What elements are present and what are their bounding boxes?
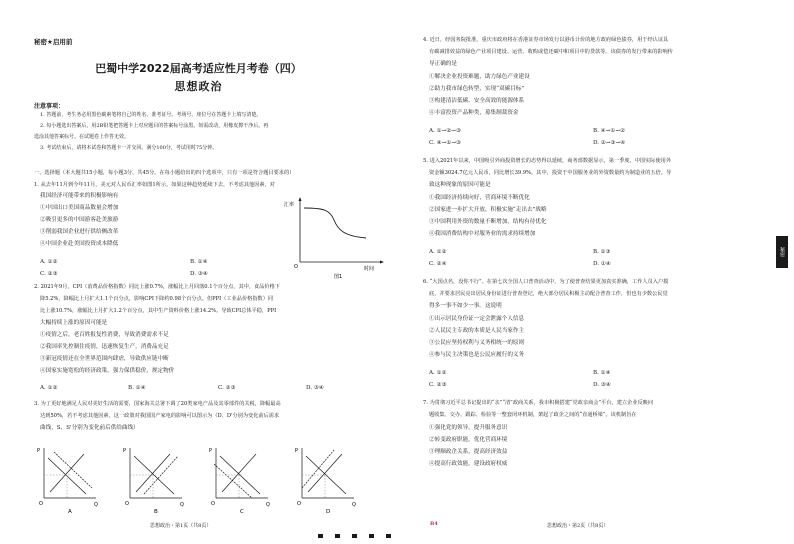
exam-subject: 思想政治 [174,80,223,93]
q5-line: 致这种现象的原因可能是 [429,182,491,188]
secret-label: 秘密★启用前 [34,38,73,46]
q6-line: 6. “大国点名，没你不行”。在第七次全国人口普查活动中，为了使普查结果更加真实准确，工作人员入户摸 [423,279,669,285]
q7-statement: ③理顺政企关系，提高经济效益 [429,449,508,455]
q4-statement: ②助力我市绿色转型，实现“双碳目标” [429,86,525,92]
q5-line: 资金额3024.7亿元人民币，同比增长39.9%。其中，投资于中国服务业的外资数量约为制造业的五倍。导 [429,170,672,176]
graph-axis-p: P [295,448,299,454]
section-heading: 一、选择题（本大题共15小题，每小题3分，共45分。在每小题给出的四个选项中，只有一项是符合题目要求的） [34,170,295,176]
q1-option-a[interactable]: A. ①② [40,259,58,265]
registration-marks [318,523,403,542]
graph-origin: O [39,501,43,507]
graph-axis-q: Q [352,502,356,508]
q2-option-d[interactable]: D. ③④ [306,385,324,391]
q2-line: 2. 2021年9月，CPI（消费品价格指数）同比上涨0.7%，涨幅比上月回落0.1个百分点，其中，食品价格下 [34,284,280,290]
figure1-origin: O [294,264,298,270]
notice-item: 3. 考试结束后，请将本试卷和答题卡一并交回。满分100分，考试用时75分钟。 [40,145,218,151]
q1-option-c[interactable]: C. ②③ [40,271,58,277]
graph-origin: O [125,501,129,507]
q6-option-b[interactable]: B. ①④ [593,370,611,376]
q3-line: 达到50%，若不考虑其他因素，这一政策对我国国产家电的影响可以图示为（D、D'分别为变化前后需求 [40,413,280,419]
figure1-exchange-rate-graph [282,196,386,282]
q3-graphs [34,444,374,514]
notice-item: 1. 答题前，考生务必用黑色碳素笔将自己的姓名、准考证号、考场号、座位号在答题卡上填写清楚。 [40,112,262,118]
q4-statement: ①解决企业投资难题，助力绿色产业建设 [429,74,530,80]
q6-option-a[interactable]: A. ①② [429,370,447,376]
q3-graph-d[interactable] [295,448,356,514]
q5-statement: ③中国利用外资的数量不断增加，结构有待优化 [429,219,547,225]
exam-title: 巴蜀中学2022届高考适应性月考卷（四） [95,62,302,75]
graph-axis-q: Q [266,502,270,508]
q2-line: 降5.2%，降幅比上月扩大1.1个百分点，影响CPI下降约0.98个百分点。但PPI（工业品价格指数）同 [40,296,274,302]
q3-graph-b[interactable] [123,448,184,514]
q3-graph-a[interactable] [37,448,98,514]
graph-axis-p: P [209,448,213,454]
q5-statement: ④我国消费结构中对服务业的需求持续增加 [429,231,536,237]
q6-option-c[interactable]: C. ②③ [429,382,447,388]
q4-line: 有碳减排效益的绿色产业项目建设、运营、收购或偿还碳中和项目中的贷款等。该债券的发行带来的影响传 [429,49,673,55]
graph-axis-q: Q [94,502,98,508]
q2-statement: ①疫情之后，老百姓报复性消费，导致消费需求不足 [40,332,169,338]
q2-option-c[interactable]: C. ②③ [218,385,236,391]
q4-statement: ③构建清洁低碳、安全高效的能源体系 [429,98,525,104]
q4-option-d[interactable]: D. ②→③→④ [593,140,626,146]
graph-choice-label: D [326,509,331,514]
q5-statement: ②国家进一步扩大开放，积极实施“走出去”战略 [429,207,547,213]
right-page [397,0,794,544]
q4-option-a[interactable]: A. ①→②→③ [429,128,462,134]
q2-statement: ②我国率先控制住疫情，迅速恢复生产，消费品充足 [40,344,169,350]
graph-axis-q: Q [180,502,184,508]
q2-line: 比上涨10.7%，涨幅比上月扩大1.2个百分点，其中生产资料价格上涨14.2%。导致CPI总体平稳，PPI [40,308,277,314]
figure1-x-label: 时间 [364,266,375,272]
q7-line: 7. 为贯彻习近平总书记提出的“亲”“清”政商关系，我市积极搭建“党政亲商会”平台，建立企业反映问 [423,400,654,406]
q6-statement: ④参与民主决策也是公民应履行的义务 [429,352,525,358]
q4-option-b[interactable]: B. ④→①→② [593,128,626,134]
graph-axis-p: P [37,448,41,454]
notice-item: 选涂其他答案标号。在试题卷上作答无效。 [34,134,130,140]
q5-statement: ①我国经济持续向好，营商环境不断优化 [429,195,530,201]
q2-statement: ③新冠疫情还在全世界范围内肆虐，导致供应链中断 [40,356,169,362]
q7-statement: ②转变政府职能，优化营商环境 [429,437,508,443]
q1-statement: ①中国出口美国商品数量会增加 [40,205,119,211]
notice-heading: 注意事项： [34,103,65,110]
q5-option-c[interactable]: C. ②④ [429,261,447,267]
q3-line: 3. 为了更好地满足人民对美好生活的需要，国家海关总署下调了20类家电产品及其零部件的关税，降幅最高 [34,401,281,407]
q5-option-a[interactable]: A. ①② [429,249,447,255]
graph-origin: O [297,501,301,507]
q6-option-d[interactable]: D. ③④ [593,382,611,388]
notice-item: 2. 每小题选出答案后，用2B铅笔把答题卡上对应题目的答案标号涂黑。如需改动，用橡皮擦干净后，再 [40,123,269,129]
figure1-y-label: 汇率 [284,202,295,208]
q2-option-a[interactable]: A. ①② [40,385,58,391]
side-tab: 秘密 [776,236,788,268]
q1-option-b[interactable]: B. ①④ [190,259,208,265]
graph-axis-p: P [123,448,127,454]
q1-statement: ④中国企业赴美国投资成本降低 [40,241,119,247]
q7-statement: ④提高行政效能，建设政府权威 [429,461,508,467]
graph-choice-label: B [154,509,158,514]
q1-statement: ③削弱我国企业进行供给侧改革 [40,229,119,235]
q3-graph-c[interactable] [209,448,270,514]
q2-statement: ④国家实施宽松的经济政策，强力保供稳价，规定物价 [40,368,175,374]
q6-statement: ③公民应坚持权利与义务相统一的原则 [429,340,525,346]
q7-line: 题收集、交办、跟踪、检验等一整套闭环机制，架起了政企之间的“直通桥梁”。该机制旨在 [429,412,637,418]
q2-line: 大幅持续上涨的原因可能是 [40,320,108,326]
q5-line: 5. 进入2021年以来，中国吸引外商投资增长的态势得以延续，商务部数据显示，第一季度，中国实际使用外 [423,158,672,164]
q4-line: 4. 近日，经国务院批准，重庆市政府将在香港证券市场发行以港币计价的地方政府绿色债券，用于经认证具 [423,37,669,43]
graph-origin: O [211,501,215,507]
q6-line: 得多一事不如少一事。这说明 [429,303,502,309]
q6-statement: ①出示居民身份证一定会泄露个人信息 [429,316,525,322]
figure1-caption: 图1 [334,274,343,280]
q4-statement: ④丰富投资产品种类，募集制裁资金 [429,110,519,116]
q5-option-b[interactable]: B. ①③ [593,249,611,255]
footer-center-code: B4 [430,521,438,527]
graph-choice-label: A [68,509,72,514]
q7-statement: ①强化党的领导，提升服务意识 [429,425,508,431]
graph-choice-label: C [240,509,244,514]
q5-option-d[interactable]: D. ①④ [593,261,611,267]
q3-line: 曲线，S、S'分别为变化前后供给曲线） [40,425,139,431]
q6-line: 底，并要求居民亮出居民身份证进行普查登记，绝大部分居民积极主动配合普查工作，但也有少数公民觉 [429,291,668,297]
footer-page-right: 思想政治・第2页（共8页） [547,523,609,529]
q6-statement: ②人民民主专政的本质是人民当家作主 [429,328,525,334]
q1-line: 我国经济可能带来的积极影响有 [40,193,119,199]
q1-line: 1. 从去年11月到今年11月，美元对人民币汇率如图1所示。如果这种趋势延续下去，不考虑其他因素，对 [34,182,275,188]
q1-option-d[interactable]: D. ③④ [190,271,208,277]
q4-line: 导正确的是 [429,61,457,67]
footer-page-left: 思想政治・第1页（共8页） [150,523,212,529]
q1-statement: ②吸引更多的中国游客赴美旅游 [40,217,119,223]
q4-option-c[interactable]: C. ④→①→③ [429,140,462,146]
q2-option-b[interactable]: B. ①④ [128,385,146,391]
